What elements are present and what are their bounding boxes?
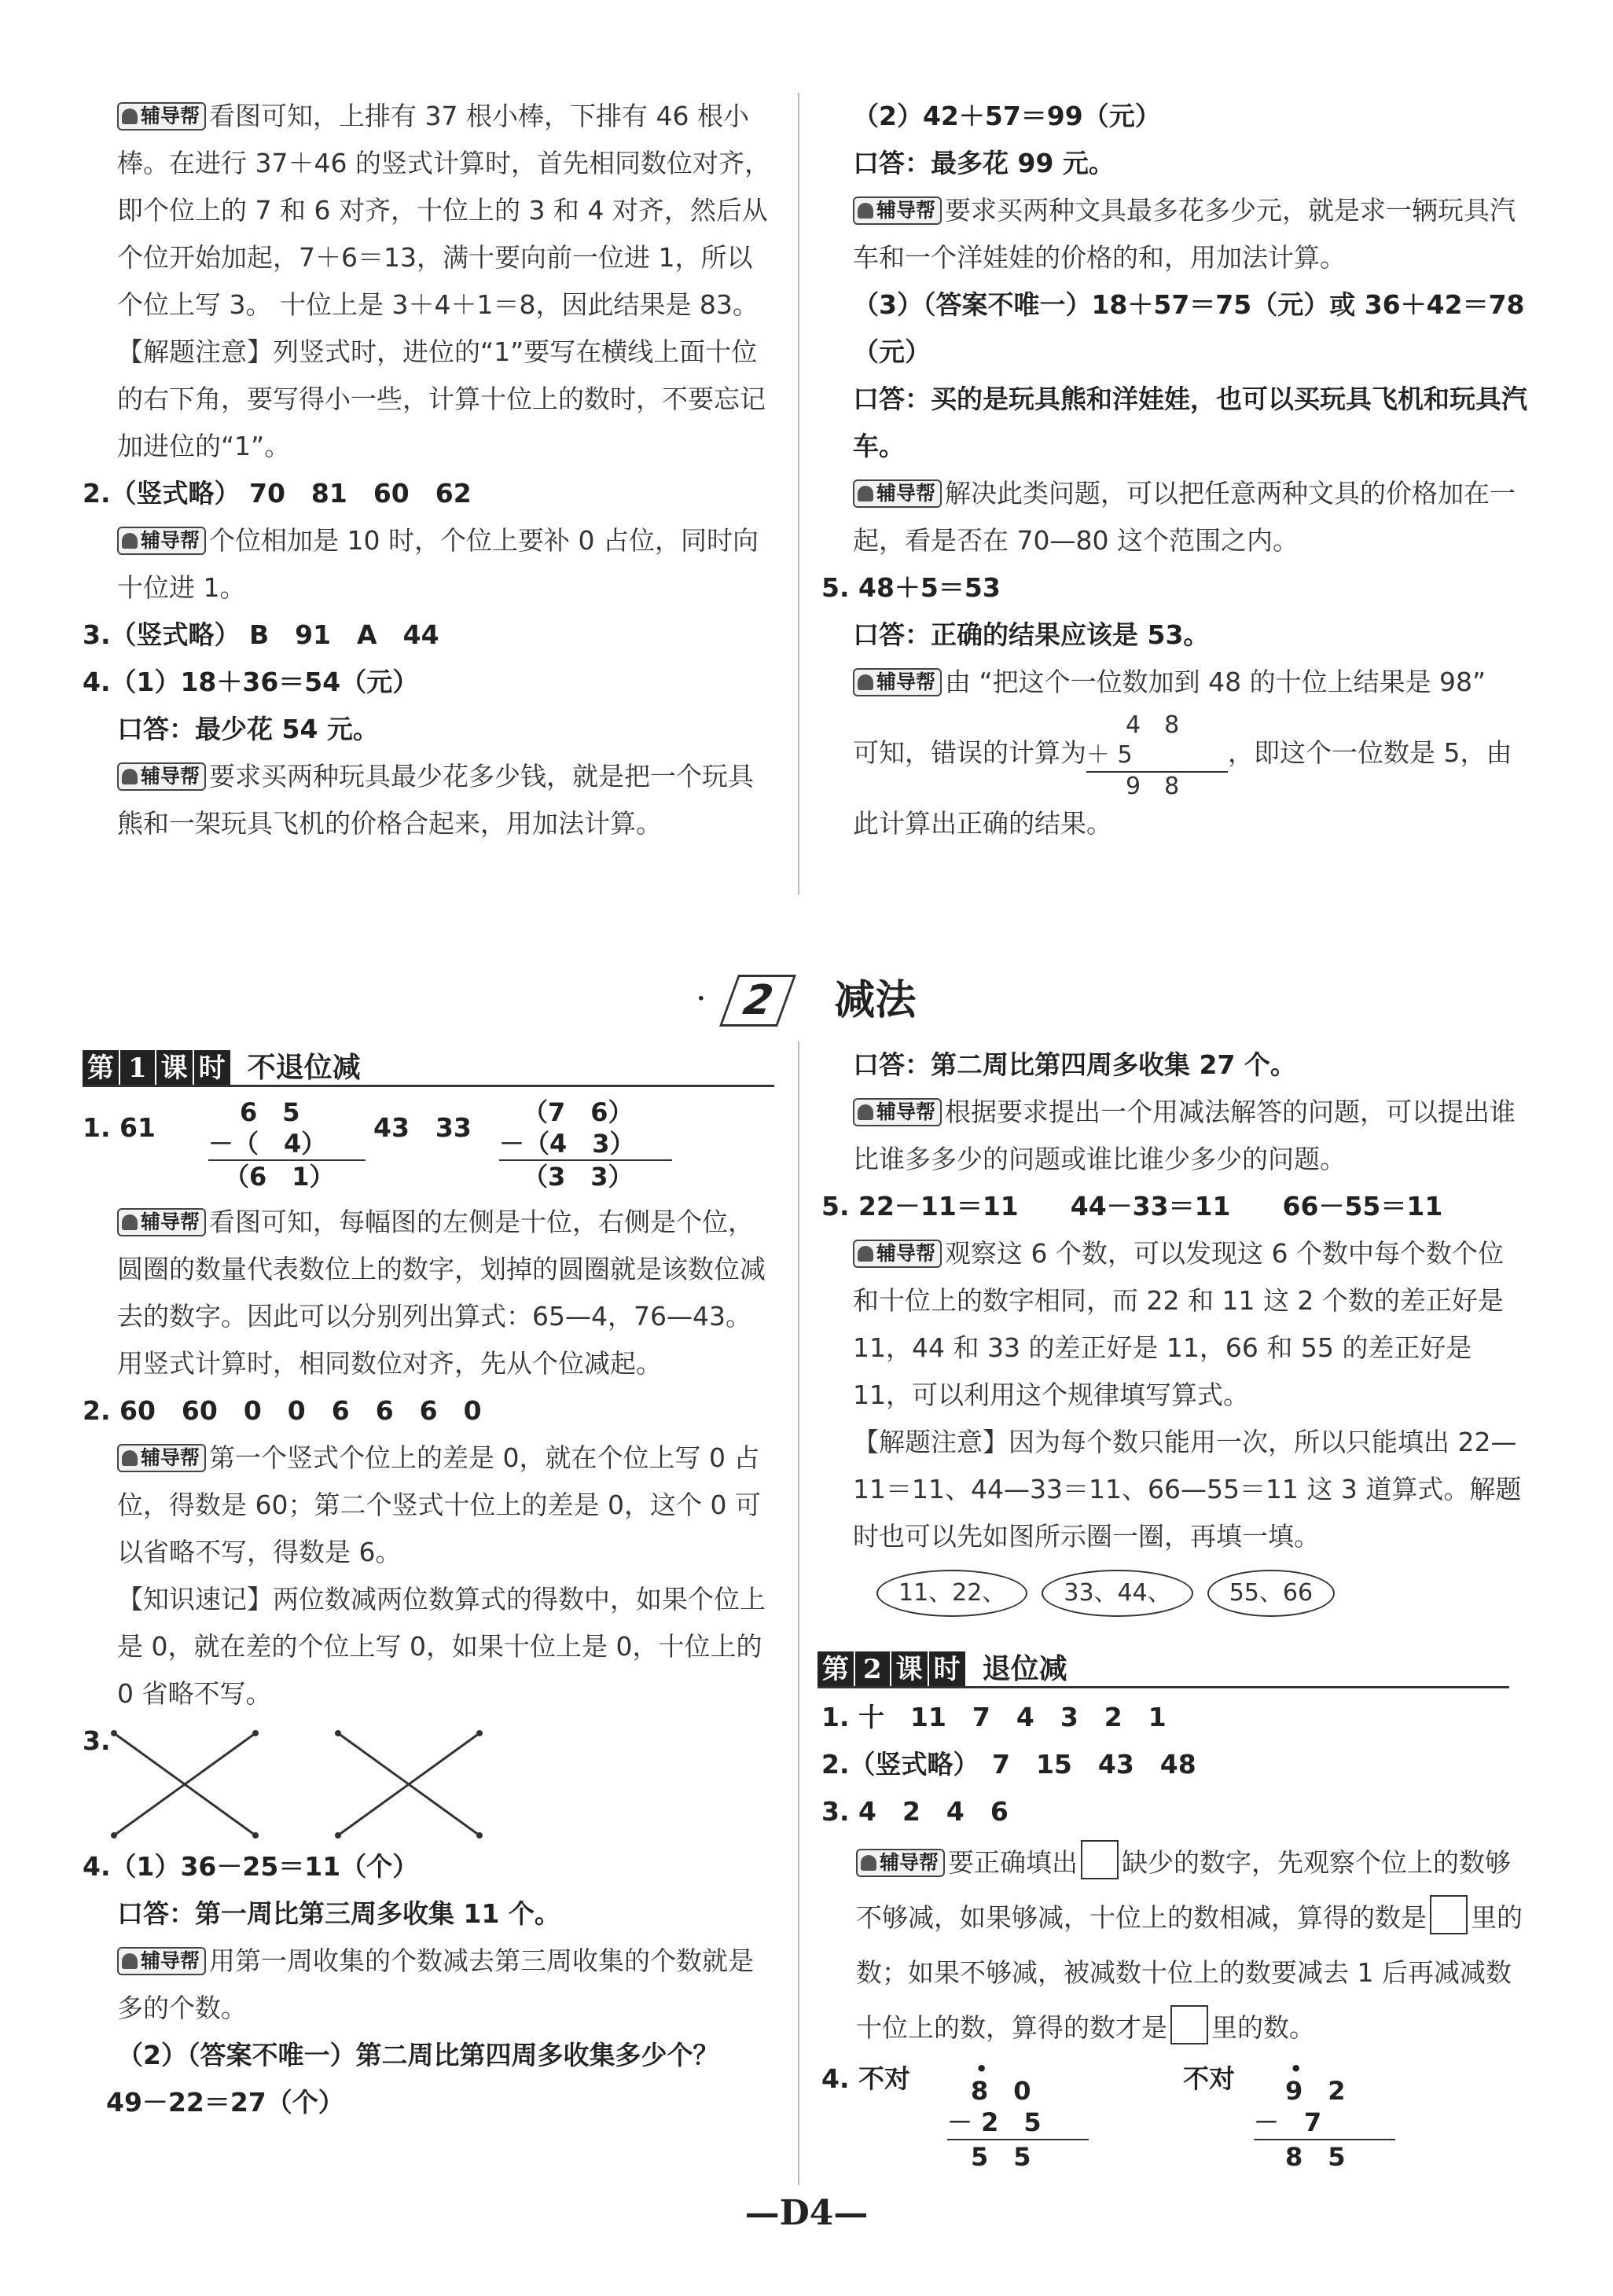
blank-box xyxy=(1081,1840,1119,1879)
l2-answer-1: 1. 十 11 7 4 3 2 1 xyxy=(821,1702,1167,1732)
l2-answer-4-label: 4. 不对 xyxy=(821,2063,910,2094)
tutor-badge: 辅导帮 xyxy=(117,762,206,791)
bottom-right-column xyxy=(821,1041,1529,1639)
help-q4-2: 辅导帮 要求买两种文具最多花多少元，就是求一辆玩具汽车和一个洋娃娃的价格的和，用加法计算。 xyxy=(853,195,1516,273)
answer-3-num: 3. xyxy=(83,1725,111,1756)
tutor-badge: 辅导帮 xyxy=(853,197,942,225)
l2-help-3: 辅导帮 要正确填出 缺少的数字，先观察个位上的数够不够减，如果够减，十位上的数相减，算得的数是 里的数；如果不够减，被减数十位上的数要减去 1 后再减减数十位上的数，算得的数才是 里的数。 xyxy=(821,1835,1529,2055)
answer-q2: 2.（竖式略） 70 81 60 62 xyxy=(83,478,472,509)
help-q4-sub: 辅导帮 用第一周收集的个数减去第三周收集的个数就是多的个数。 xyxy=(117,1945,755,2023)
top-left-column xyxy=(83,93,774,847)
book-icon xyxy=(122,1953,138,1969)
chapter-title: · 2 减法 xyxy=(0,967,1613,1027)
chapter-number: 2 xyxy=(719,975,796,1027)
answer-q4: 4.（1）18＋36＝54（元） xyxy=(83,667,419,697)
circle-group: 11、22、 xyxy=(876,1570,1027,1617)
book-icon xyxy=(122,769,138,784)
help-q2-sub: 辅导帮 第一个竖式个位上的差是 0，就在个位上写 0 占位，得数是 60；第二个竖式十位上的差是 0，这个 0 可以省略不写，得数是 6。 xyxy=(117,1442,761,1567)
l2-answer-2: 2.（竖式略） 7 15 43 48 xyxy=(821,1749,1196,1780)
help-q5: 辅导帮 由 “把这个一位数加到 48 的十位上结果是 98” xyxy=(853,659,1529,706)
answer-q3: 3.（竖式略） B 91 A 44 xyxy=(83,619,439,650)
circle-group: 33、44、 xyxy=(1042,1570,1192,1617)
answer-4-2: （2）（答案不唯一）第二周比第四周多收集多少个？ xyxy=(117,2040,719,2070)
help-q5-sub: 辅导帮 观察这 6 个数，可以发现这 6 个数中每个数个位和十位上的数字相同，而 22 和 11 这 2 个数的差正好是 11，44 和 33 的差正好是 11，66 和 55 的差正好是 11，可以利用这个规律填写算式。 xyxy=(853,1238,1504,1410)
explanation-37-46: 辅导帮 看图可知，上排有 37 根小棒，下排有 46 根小棒。在进行 37＋46 的竖式计算时，首先相同数位对齐，即个位上的 7 和 6 对齐，十位上的 3 和 4 对齐，然后从个位开始加起，7＋6＝13，满十要向前一位进 1，所以个位上写 3。 十位上是 3＋4＋1＝8，因此结果是 83。 xyxy=(117,101,770,320)
note-q5: 【解题注意】因为每个数只能用一次，所以只能填出 22—11＝11、44—33＝11、66—55＝11 这 3 道算式。解题时也可以先如图所示圈一圈，再填一填。 xyxy=(853,1427,1522,1552)
help-q4: 辅导帮 要求买两种玩具最少花多少钱，就是把一个玩具熊和一架玩具飞机的价格合起来，用加法计算。 xyxy=(117,761,755,839)
answer-5: 5. 22－11＝11 44－33＝11 66－55＝11 xyxy=(821,1191,1443,1221)
bottom-left-column xyxy=(83,1097,774,2126)
answer-4-1-oral: 口答：第一周比第三周多收集 11 个。 xyxy=(117,1898,560,1929)
l2-answer-4b-label: 不对 xyxy=(1183,2063,1235,2094)
column-divider xyxy=(798,93,799,895)
tutor-badge: 辅导帮 xyxy=(117,1444,206,1472)
calc-mid: ＋ 5 xyxy=(1086,740,1133,769)
answer-2: 2. 60 60 0 0 6 6 6 0 xyxy=(83,1395,482,1426)
help-q1: 辅导帮 看图可知，每幅图的左侧是十位，右侧是个位，圆圈的数量代表数位上的数字，划掉的圆圈就是该数位减去的数字。因此可以分别列出算式：65—4，76—43。用竖式计算时，相同数位对齐，先从个位减起。 xyxy=(117,1207,766,1379)
l2-answer-4-row: 4. 不对 • 8 0 － 2 5 5 5 不对 • 9 2 － 7 8 5 xyxy=(821,2055,1529,2173)
tutor-badge: 辅导帮 xyxy=(853,1098,942,1126)
tutor-badge: 辅导帮 xyxy=(117,527,206,555)
wrong-vertical-calc xyxy=(1086,711,1228,798)
answer-q5: 5. 48＋5＝53 xyxy=(821,572,1001,603)
top-right-column xyxy=(821,93,1529,847)
answer-q4-3-oral: 口答：买的是玩具熊和洋娃娃，也可以买玩具飞机和玩具汽车。 xyxy=(853,384,1527,461)
help-q5-end: 此计算出正确的结果。 xyxy=(853,808,1112,839)
blank-box xyxy=(1430,1895,1468,1934)
answer-q4-2-oral: 口答：最多花 99 元。 xyxy=(853,148,1115,178)
circled-groups xyxy=(853,1560,1529,1639)
tutor-badge: 辅导帮 xyxy=(117,1208,206,1236)
help-q2: 辅导帮 个位相加是 10 时，个位上要补 0 占位，同时向十位进 1。 xyxy=(117,525,759,603)
tutor-badge: 辅导帮 xyxy=(853,668,942,696)
page-number: —D4— xyxy=(744,2193,869,2233)
column-divider xyxy=(798,1041,799,2185)
book-icon xyxy=(122,108,138,124)
lesson-1-header: 第 1 课 时 不退位减 xyxy=(83,1045,774,1088)
answer-q4-oral: 口答：最少花 54 元。 xyxy=(117,714,379,744)
tutor-badge: 辅导帮 xyxy=(856,1849,945,1877)
answer-4-2-calc: 49－22＝27（个） xyxy=(106,2087,344,2118)
answer-4-1: 4.（1）36－25＝11（个） xyxy=(83,1851,419,1882)
circle-group: 55、66 xyxy=(1207,1570,1335,1617)
note-carry: 【解题注意】列竖式时，进位的“1”要写在横线上面十位的右下角，要写得小一些，计算十位上的数时，不要忘记加进位的“1”。 xyxy=(117,336,766,461)
book-icon xyxy=(858,1104,873,1120)
chapter-name: 减法 xyxy=(834,976,917,1024)
tutor-badge: 辅导帮 xyxy=(853,479,942,508)
calc-top: 4 8 xyxy=(1126,711,1180,739)
blank-box xyxy=(1170,2005,1208,2044)
answer-1-mid: 43 33 xyxy=(373,1112,472,1143)
answer-q4-3: （3）（答案不唯一）18＋57＝75（元）或 36＋42＝78（元） xyxy=(853,289,1525,367)
help-q4-2-sub: 辅导帮 根据要求提出一个用减法解答的问题，可以提出谁比谁多多少的问题或谁比谁少多少的问题。 xyxy=(853,1097,1516,1174)
book-icon xyxy=(858,486,873,501)
book-icon xyxy=(122,1450,138,1466)
tutor-badge: 辅导帮 xyxy=(853,1240,942,1268)
help-q4-3: 辅导帮 解决此类问题，可以把任意两种文具的价格加在一起，看是否在 70—80 这个范围之内。 xyxy=(853,478,1516,556)
answer-3-row xyxy=(83,1717,774,1843)
lesson-2-header: 第 2 课 时 退位减 xyxy=(818,1647,1509,1689)
calc-bot: 9 8 xyxy=(1126,772,1180,800)
tutor-badge: 辅导帮 xyxy=(117,1947,206,1975)
lesson-2-column xyxy=(821,1694,1529,2173)
answer-4-2-oral: 口答：第二周比第四周多收集 27 个。 xyxy=(853,1049,1296,1080)
answer-q5-oral: 口答：正确的结果应该是 53。 xyxy=(853,619,1210,650)
tutor-badge: 辅导帮 xyxy=(117,102,206,130)
cross-matching-lines xyxy=(106,1717,578,1843)
l2-answer-3: 3. 4 2 4 6 xyxy=(821,1796,1009,1827)
answer-1-row: 1. 61 6 5 －（ 4） （6 1） 43 33 （7 6） －（4 3） （3 3） xyxy=(83,1097,774,1199)
book-icon xyxy=(858,1246,873,1262)
note-q2: 【知识速记】两位数减两位数算式的得数中，如果个位上是 0，就在差的个位上写 0，如果十位上是 0，十位上的 0 省略不写。 xyxy=(117,1584,766,1709)
book-icon xyxy=(858,674,873,690)
answer-q4-2: （2）42＋57＝99（元） xyxy=(853,101,1161,131)
answer-1-num: 1. 61 xyxy=(83,1112,156,1143)
book-icon xyxy=(858,203,873,219)
book-icon xyxy=(122,533,138,549)
help-q5-cont: 可知，错误的计算为 4 8 ＋ 5 9 8 ，即这个一位数是 5，由 xyxy=(853,711,1512,800)
book-icon xyxy=(861,1855,876,1871)
book-icon xyxy=(122,1214,138,1230)
